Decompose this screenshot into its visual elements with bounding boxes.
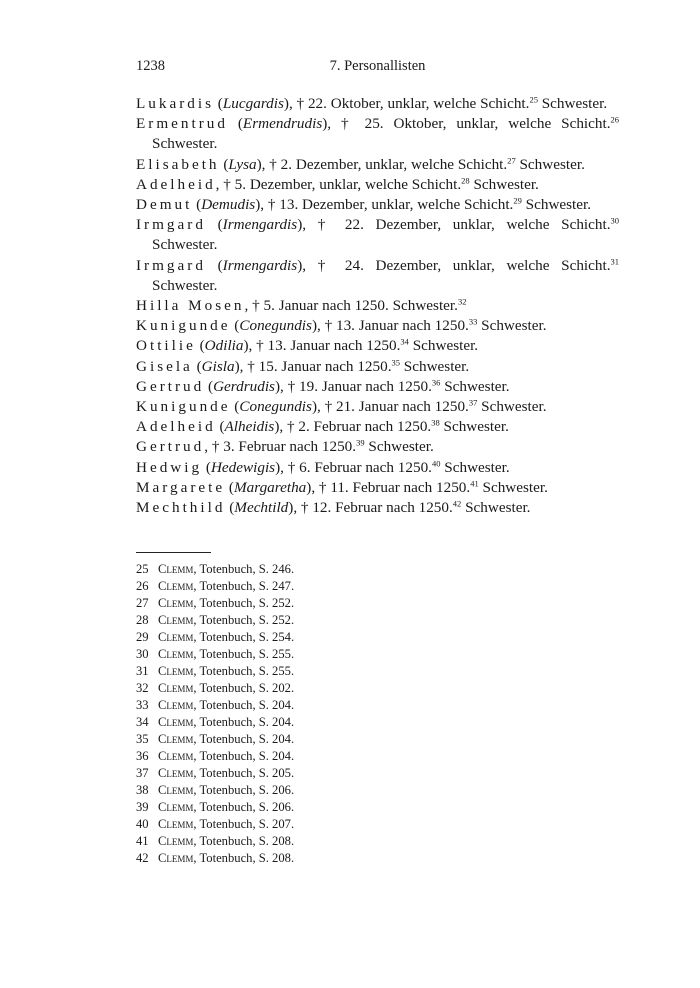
role: Schwester. (412, 337, 479, 355)
footnote-author: Clemm (158, 596, 194, 611)
person-name: Kunigunde (136, 317, 231, 335)
role: Schwester. (368, 438, 434, 456)
footnote-number: 26 (136, 579, 149, 594)
person-name: Ottilie (136, 337, 196, 355)
death-date: 6. Februar nach 1250. (299, 458, 432, 476)
footnote (136, 595, 619, 612)
footnote-reference: , Totenbuch, S. 252. (193, 613, 295, 628)
death-date: 19. Januar nach 1250. (299, 377, 432, 395)
person-entry: Kunigunde (Conegundis), † 21. Januar nach 1250.37 Schwester. (136, 397, 547, 416)
person-name: Margarete (136, 478, 226, 496)
person-name: Gertrud (136, 377, 205, 395)
footnote-author: Clemm (158, 562, 194, 577)
footnote-reference: , Totenbuch, S. 255. (193, 664, 295, 679)
footnote-number: 33 (136, 698, 149, 713)
footnote (136, 816, 619, 833)
footnote-ref: 33 (468, 316, 478, 327)
person-name: Lukardis (136, 95, 214, 112)
role: Schwester. (152, 276, 218, 294)
role: Schwester. (443, 418, 509, 436)
person-name: Mechthild (136, 499, 226, 517)
role: Schwester. (403, 357, 470, 375)
person-name: Irmgard (136, 216, 206, 234)
death-date: 5. Januar nach 1250. (263, 297, 389, 315)
role: Schwester. (519, 155, 585, 173)
footnote-author: Clemm (158, 800, 194, 815)
footnote-author: Clemm (158, 698, 194, 713)
footnote-author: Clemm (158, 783, 194, 798)
latin-name: Conegundis (239, 398, 312, 416)
death-date: 2. Dezember, unklar, welche Schicht. (280, 155, 508, 173)
death-date: 11. Februar nach 1250. (330, 478, 471, 496)
footnote-ref: 27 (507, 155, 516, 166)
footnote-reference: , Totenbuch, S. 204. (193, 749, 295, 764)
person-entry: Gisela (Gisla), † 15. Januar nach 1250.35 Schwester. (136, 357, 470, 375)
footnote (136, 799, 619, 816)
footnote-ref: 39 (356, 437, 365, 448)
footnote-author: Clemm (158, 681, 194, 696)
latin-name: Conegundis (239, 317, 312, 335)
footnote-author: Clemm (158, 766, 194, 781)
footnote-reference: , Totenbuch, S. 246. (193, 562, 295, 577)
footnote-reference: , Totenbuch, S. 206. (193, 800, 295, 815)
footnote-reference: , Totenbuch, S. 204. (193, 732, 295, 747)
person-name: Gertrud (136, 438, 205, 456)
footnote-author: Clemm (158, 664, 194, 679)
footnote (136, 629, 619, 646)
person-entry: Elisabeth (Lysa), † 2. Dezember, unklar, welche Schicht.$^{27}$ Schwester. (136, 155, 585, 173)
person-list (136, 94, 619, 518)
footnote-author: Clemm (158, 579, 194, 594)
latin-name: Alheidis (224, 418, 275, 436)
footnote-reference: , Totenbuch, S. 206. (193, 783, 295, 798)
person-name: Gisela (136, 357, 193, 375)
death-date: 2. Februar nach 1250. (298, 418, 432, 436)
latin-name: Hedewigis (210, 458, 276, 476)
latin-name: Ermendrudis (242, 115, 323, 133)
death-date: 13. Januar nach 1250. (335, 317, 469, 335)
person-name: Elisabeth (136, 155, 220, 173)
footnote-author: Clemm (158, 630, 194, 645)
footnote-author: Clemm (158, 817, 194, 832)
footnote-number: 34 (136, 715, 149, 730)
person-entry: Lukardis (Lucgardis), † 22. Oktober, unklar, welche Schicht.$^{25}$ Schwester. (136, 94, 608, 112)
footnote-number: 30 (136, 647, 149, 662)
death-date: 15. Januar nach 1250. (258, 357, 392, 375)
footnotes (136, 561, 619, 867)
footnote (136, 646, 619, 663)
person-entry: Demut (Demudis), † 13. Dezember, unklar, welche Schicht.$^{29}$ Schwester. (136, 195, 592, 214)
latin-name: Mechtild (234, 499, 289, 517)
person-entry: Gertrud, † 3. Februar nach 1250.39 Schwester. (136, 437, 434, 456)
footnote-author: Clemm (158, 834, 194, 849)
footnote-ref: 28 (461, 175, 470, 186)
footnote-reference: , Totenbuch, S. 254. (193, 630, 295, 645)
footnote-ref: 41 (470, 478, 479, 489)
role: Schwester. (525, 196, 592, 214)
footnote-separator (136, 552, 211, 553)
footnote-number: 29 (136, 630, 149, 645)
footnote-reference: , Totenbuch, S. 247. (193, 579, 295, 594)
person-entry: Ermentrud (Ermendrudis), † 25. Oktober, unklar, welche Schicht.$^{26}$ Schwester. (136, 114, 619, 153)
footnote-number: 32 (136, 681, 149, 696)
footnote-ref: 32 (457, 296, 467, 307)
footnote (136, 714, 619, 731)
footnote-ref: 29 (513, 195, 522, 206)
footnote-number: 39 (136, 800, 149, 815)
footnote-author: Clemm (158, 732, 194, 747)
footnote-ref: 42 (452, 498, 462, 509)
role: Schwester. (481, 317, 547, 335)
role: Schwester. (152, 135, 218, 153)
footnote-number: 25 (136, 562, 149, 577)
footnote (136, 731, 619, 748)
footnote-number: 36 (136, 749, 149, 764)
footnote (136, 612, 619, 629)
person-name: Hilla Mosen (136, 297, 245, 315)
latin-name: Margaretha (233, 478, 307, 496)
page (136, 58, 619, 867)
footnote-reference: , Totenbuch, S. 208. (193, 834, 295, 849)
person-entry: Irmgard (Irmengardis), † 24. Dezember, unklar, welche Schicht.$^{31}$ Schwester. (136, 256, 619, 294)
footnote-ref: 40 (431, 458, 441, 469)
person-name: Irmgard (136, 256, 206, 274)
footnote (136, 850, 619, 867)
footnote-reference: , Totenbuch, S. 252. (193, 596, 295, 611)
latin-name: Odilia (204, 337, 244, 355)
footnote-author: Clemm (158, 749, 194, 764)
death-date: 5. Dezember, unklar, welche Schicht. (234, 175, 462, 193)
footnote-ref: 25 (529, 94, 538, 105)
person-name: Adelheid (136, 175, 216, 193)
person-entry: Margarete (Margaretha), † 11. Februar nach 1250.41 Schwester. (136, 478, 548, 496)
footnote-reference: , Totenbuch, S. 207. (193, 817, 295, 832)
person-entry: Ottilie (Odilia), † 13. Januar nach 1250.34 Schwester. (136, 336, 479, 355)
footnote-reference: , Totenbuch, S. 202. (193, 681, 295, 696)
footnote (136, 578, 619, 595)
footnote-number: 35 (136, 732, 149, 747)
person-entry: Mechthild (Mechtild), † 12. Februar nach 1250.42 Schwester. (136, 498, 531, 517)
footnote (136, 833, 619, 850)
footnote-author: Clemm (158, 715, 194, 730)
footnote-ref: 31 (610, 256, 619, 267)
footnote-number: 40 (136, 817, 149, 832)
role: Schwester. (444, 377, 510, 395)
footnote-ref: 34 (400, 336, 409, 347)
footnote-ref: 26 (610, 114, 619, 125)
footnote-number: 37 (136, 766, 149, 781)
person-entry: Gertrud (Gerdrudis), † 19. Januar nach 1250.36 Schwester. (136, 377, 510, 395)
footnote (136, 782, 619, 799)
person-name: Adelheid (136, 418, 216, 436)
death-date: 3. Februar nach 1250. (223, 438, 357, 456)
footnote-number: 27 (136, 596, 149, 611)
footnote-reference: , Totenbuch, S. 208. (193, 851, 295, 866)
death-date: 24. Dezember, unklar, welche Schicht. (344, 256, 611, 274)
death-date: 22. Dezember, unklar, welche Schicht. (344, 216, 611, 234)
role: Schwester. (481, 398, 547, 416)
footnote-ref: 38 (431, 417, 440, 428)
footnote-author: Clemm (158, 613, 194, 628)
person-name: Hedwig (136, 458, 203, 476)
role: Schwester. (482, 478, 548, 496)
death-date: 13. Januar nach 1250. (267, 337, 401, 355)
footnote-number: 42 (136, 851, 149, 866)
death-date: 25. Oktober, unklar, welche Schicht. (364, 115, 611, 133)
running-title: 7. Personallisten (329, 58, 426, 74)
footnote-author: Clemm (158, 647, 194, 662)
footnote-ref: 30 (610, 215, 619, 226)
footnote (136, 663, 619, 680)
death-date: 21. Januar nach 1250. (335, 398, 469, 416)
footnote-reference: , Totenbuch, S. 204. (193, 698, 295, 713)
footnote-number: 28 (136, 613, 149, 628)
person-name: Kunigunde (136, 398, 231, 416)
role: Schwester. (152, 236, 218, 254)
footnote (136, 765, 619, 782)
latin-name: Lucgardis (222, 95, 284, 112)
role: Schwester. (392, 297, 458, 315)
person-entry: Hilla Mosen, † 5. Januar nach 1250. Schwester.$^{32}$ (136, 296, 467, 315)
footnote-ref: 37 (468, 397, 478, 408)
person-name: Ermentrud (136, 115, 228, 133)
role: Schwester. (473, 175, 539, 193)
death-date: 22. Oktober, unklar, welche Schicht. (307, 95, 530, 112)
footnote-number: 38 (136, 783, 149, 798)
latin-name: Gerdrudis (213, 377, 275, 395)
person-name: Demut (136, 196, 193, 214)
footnote (136, 748, 619, 765)
footnote-number: 41 (136, 834, 149, 849)
person-entry: Adelheid (Alheidis), † 2. Februar nach 1250.38 Schwester. (136, 417, 509, 436)
latin-name: Demudis (201, 196, 256, 214)
death-date: 13. Dezember, unklar, welche Schicht. (279, 196, 514, 214)
footnote-ref: 36 (431, 377, 441, 388)
latin-name: Irmengardis (222, 256, 298, 274)
latin-name: Irmengardis (222, 216, 298, 234)
footnote-number: 31 (136, 664, 149, 679)
role: Schwester. (465, 499, 531, 517)
footnote-ref: 35 (391, 357, 400, 368)
footnote (136, 697, 619, 714)
footnote-reference: , Totenbuch, S. 205. (193, 766, 295, 781)
death-date: 12. Februar nach 1250. (312, 499, 453, 517)
person-entry: Irmgard (Irmengardis), † 22. Dezember, unklar, welche Schicht.$^{30}$ Schwester. (136, 215, 619, 254)
footnote-reference: , Totenbuch, S. 204. (193, 715, 295, 730)
footnote (136, 561, 619, 578)
person-entry: Hedwig (Hedewigis), † 6. Februar nach 1250.40 Schwester. (136, 458, 510, 476)
footnote (136, 680, 619, 697)
footnote-author: Clemm (158, 851, 194, 866)
page-number: 1238 (136, 58, 165, 74)
role: Schwester. (444, 458, 510, 476)
role: Schwester. (541, 95, 608, 112)
latin-name: Lysa (228, 155, 257, 173)
latin-name: Gisla (201, 357, 235, 375)
person-entry: Kunigunde (Conegundis), † 13. Januar nach 1250.33 Schwester. (136, 316, 547, 335)
footnote-reference: , Totenbuch, S. 255. (193, 647, 295, 662)
person-entry: Adelheid, † 5. Dezember, unklar, welche Schicht.$^{28}$ Schwester. (136, 175, 539, 193)
page-header (136, 58, 619, 80)
